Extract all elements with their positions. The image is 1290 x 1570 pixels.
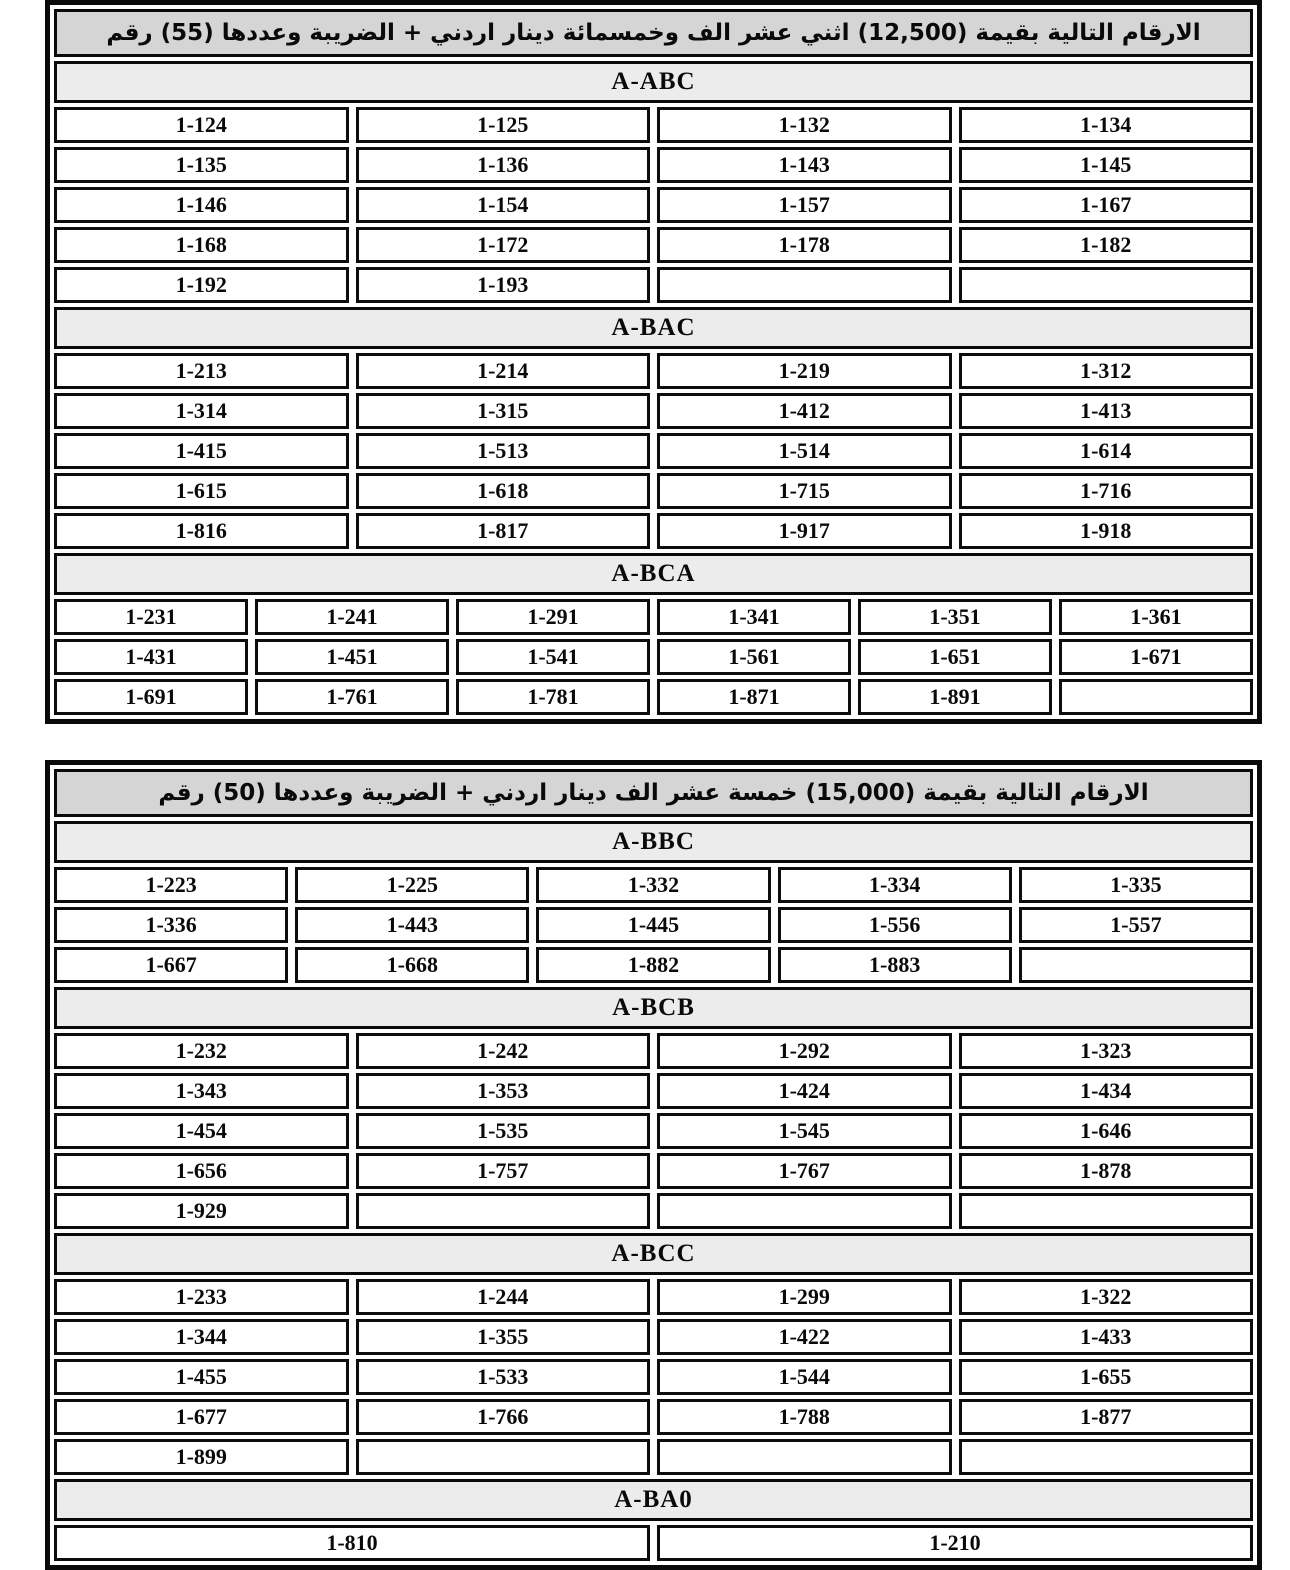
number-cell: 1-788 xyxy=(657,1399,952,1435)
number-cell: 1-157 xyxy=(657,187,952,223)
number-cell: 1-431 xyxy=(54,639,248,675)
table-row xyxy=(54,1279,1253,1315)
section-header: A-BA0 xyxy=(54,1479,1253,1521)
number-cell: 1-691 xyxy=(54,679,248,715)
empty-cell xyxy=(959,1439,1254,1475)
number-cell: 1-615 xyxy=(54,473,349,509)
number-cell: 1-154 xyxy=(356,187,651,223)
number-cell: 1-244 xyxy=(356,1279,651,1315)
table-row xyxy=(54,393,1253,429)
table-row xyxy=(54,1399,1253,1435)
number-cell: 1-136 xyxy=(356,147,651,183)
section-header: A-BCA xyxy=(54,553,1253,595)
number-cell: 1-883 xyxy=(778,947,1012,983)
number-cell: 1-341 xyxy=(657,599,851,635)
price-table-block xyxy=(45,0,1262,724)
number-cell: 1-172 xyxy=(356,227,651,263)
table-row xyxy=(54,433,1253,469)
table-row xyxy=(54,947,1253,983)
table-row xyxy=(54,1073,1253,1109)
tables-container xyxy=(45,0,1262,1570)
number-cell: 1-871 xyxy=(657,679,851,715)
number-cell: 1-344 xyxy=(54,1319,349,1355)
number-cell: 1-646 xyxy=(959,1113,1254,1149)
table-row xyxy=(54,1153,1253,1189)
table-row xyxy=(54,473,1253,509)
number-cell: 1-781 xyxy=(456,679,650,715)
number-cell: 1-816 xyxy=(54,513,349,549)
table-title: الارقام التالية بقيمة (15,000) خمسة عشر الف دينار اردني + الضريبة وعددها (50) رقم xyxy=(54,769,1253,817)
number-cell: 1-668 xyxy=(295,947,529,983)
empty-cell xyxy=(657,1439,952,1475)
number-cell: 1-918 xyxy=(959,513,1254,549)
number-cell: 1-193 xyxy=(356,267,651,303)
number-cell: 1-677 xyxy=(54,1399,349,1435)
number-cell: 1-351 xyxy=(858,599,1052,635)
number-cell: 1-454 xyxy=(54,1113,349,1149)
number-cell: 1-614 xyxy=(959,433,1254,469)
number-cell: 1-877 xyxy=(959,1399,1254,1435)
number-cell: 1-767 xyxy=(657,1153,952,1189)
number-cell: 1-556 xyxy=(778,907,1012,943)
section-header: A-BBC xyxy=(54,821,1253,863)
empty-cell xyxy=(657,1193,952,1229)
number-cell: 1-433 xyxy=(959,1319,1254,1355)
table-row xyxy=(54,639,1253,675)
table-row xyxy=(54,353,1253,389)
number-cell: 1-223 xyxy=(54,867,288,903)
empty-cell xyxy=(959,267,1254,303)
number-cell: 1-561 xyxy=(657,639,851,675)
price-table-block xyxy=(45,760,1262,1570)
number-cell: 1-443 xyxy=(295,907,529,943)
number-cell: 1-299 xyxy=(657,1279,952,1315)
number-cell: 1-878 xyxy=(959,1153,1254,1189)
number-cell: 1-533 xyxy=(356,1359,651,1395)
number-cell: 1-810 xyxy=(54,1525,650,1561)
empty-cell xyxy=(1019,947,1253,983)
number-cell: 1-424 xyxy=(657,1073,952,1109)
number-cell: 1-667 xyxy=(54,947,288,983)
section-header: A-BCB xyxy=(54,987,1253,1029)
number-cell: 1-422 xyxy=(657,1319,952,1355)
table-row xyxy=(54,907,1253,943)
table-title: الارقام التالية بقيمة (12,500) اثني عشر الف وخمسمائة دينار اردني + الضريبة وعددها (55) رقم xyxy=(54,9,1253,57)
empty-cell xyxy=(657,267,952,303)
number-cell: 1-513 xyxy=(356,433,651,469)
number-cell: 1-178 xyxy=(657,227,952,263)
number-cell: 1-455 xyxy=(54,1359,349,1395)
number-cell: 1-541 xyxy=(456,639,650,675)
number-cell: 1-322 xyxy=(959,1279,1254,1315)
number-cell: 1-413 xyxy=(959,393,1254,429)
number-cell: 1-242 xyxy=(356,1033,651,1069)
section-header: A-BAC xyxy=(54,307,1253,349)
number-cell: 1-655 xyxy=(959,1359,1254,1395)
number-cell: 1-167 xyxy=(959,187,1254,223)
number-cell: 1-535 xyxy=(356,1113,651,1149)
number-cell: 1-291 xyxy=(456,599,650,635)
number-cell: 1-445 xyxy=(536,907,770,943)
number-cell: 1-343 xyxy=(54,1073,349,1109)
number-cell: 1-757 xyxy=(356,1153,651,1189)
table-row xyxy=(54,599,1253,635)
number-cell: 1-315 xyxy=(356,393,651,429)
number-cell: 1-323 xyxy=(959,1033,1254,1069)
number-cell: 1-125 xyxy=(356,107,651,143)
number-cell: 1-929 xyxy=(54,1193,349,1229)
table-row xyxy=(54,513,1253,549)
table-row xyxy=(54,107,1253,143)
number-cell: 1-545 xyxy=(657,1113,952,1149)
number-cell: 1-134 xyxy=(959,107,1254,143)
number-cell: 1-412 xyxy=(657,393,952,429)
number-cell: 1-361 xyxy=(1059,599,1253,635)
number-cell: 1-219 xyxy=(657,353,952,389)
number-cell: 1-882 xyxy=(536,947,770,983)
number-cell: 1-214 xyxy=(356,353,651,389)
number-cell: 1-292 xyxy=(657,1033,952,1069)
number-cell: 1-716 xyxy=(959,473,1254,509)
empty-cell xyxy=(356,1439,651,1475)
number-cell: 1-671 xyxy=(1059,639,1253,675)
table-row xyxy=(54,1033,1253,1069)
number-cell: 1-124 xyxy=(54,107,349,143)
number-cell: 1-557 xyxy=(1019,907,1253,943)
number-cell: 1-334 xyxy=(778,867,1012,903)
number-cell: 1-146 xyxy=(54,187,349,223)
number-cell: 1-312 xyxy=(959,353,1254,389)
empty-cell xyxy=(1059,679,1253,715)
number-cell: 1-899 xyxy=(54,1439,349,1475)
empty-cell xyxy=(356,1193,651,1229)
section-header: A-ABC xyxy=(54,61,1253,103)
number-cell: 1-232 xyxy=(54,1033,349,1069)
table-row xyxy=(54,227,1253,263)
number-cell: 1-182 xyxy=(959,227,1254,263)
table-row xyxy=(54,679,1253,715)
empty-cell xyxy=(959,1193,1254,1229)
number-cell: 1-618 xyxy=(356,473,651,509)
number-cell: 1-332 xyxy=(536,867,770,903)
table-row xyxy=(54,187,1253,223)
table-row xyxy=(54,1439,1253,1475)
number-cell: 1-715 xyxy=(657,473,952,509)
number-cell: 1-434 xyxy=(959,1073,1254,1109)
number-cell: 1-135 xyxy=(54,147,349,183)
number-cell: 1-817 xyxy=(356,513,651,549)
number-cell: 1-451 xyxy=(255,639,449,675)
table-row xyxy=(54,1525,1253,1561)
number-cell: 1-241 xyxy=(255,599,449,635)
section-header: A-BCC xyxy=(54,1233,1253,1275)
number-cell: 1-353 xyxy=(356,1073,651,1109)
table-row xyxy=(54,267,1253,303)
number-cell: 1-544 xyxy=(657,1359,952,1395)
number-cell: 1-168 xyxy=(54,227,349,263)
number-cell: 1-132 xyxy=(657,107,952,143)
number-cell: 1-415 xyxy=(54,433,349,469)
number-cell: 1-656 xyxy=(54,1153,349,1189)
number-cell: 1-514 xyxy=(657,433,952,469)
number-cell: 1-143 xyxy=(657,147,952,183)
number-cell: 1-766 xyxy=(356,1399,651,1435)
number-cell: 1-213 xyxy=(54,353,349,389)
number-cell: 1-231 xyxy=(54,599,248,635)
number-cell: 1-355 xyxy=(356,1319,651,1355)
number-cell: 1-336 xyxy=(54,907,288,943)
number-cell: 1-314 xyxy=(54,393,349,429)
table-row xyxy=(54,1113,1253,1149)
table-row xyxy=(54,867,1253,903)
number-cell: 1-233 xyxy=(54,1279,349,1315)
number-cell: 1-192 xyxy=(54,267,349,303)
number-cell: 1-335 xyxy=(1019,867,1253,903)
number-cell: 1-225 xyxy=(295,867,529,903)
table-row xyxy=(54,147,1253,183)
number-cell: 1-917 xyxy=(657,513,952,549)
table-row xyxy=(54,1319,1253,1355)
table-row xyxy=(54,1359,1253,1395)
number-cell: 1-761 xyxy=(255,679,449,715)
number-cell: 1-651 xyxy=(858,639,1052,675)
table-row xyxy=(54,1193,1253,1229)
number-cell: 1-891 xyxy=(858,679,1052,715)
number-cell: 1-210 xyxy=(657,1525,1253,1561)
number-cell: 1-145 xyxy=(959,147,1254,183)
